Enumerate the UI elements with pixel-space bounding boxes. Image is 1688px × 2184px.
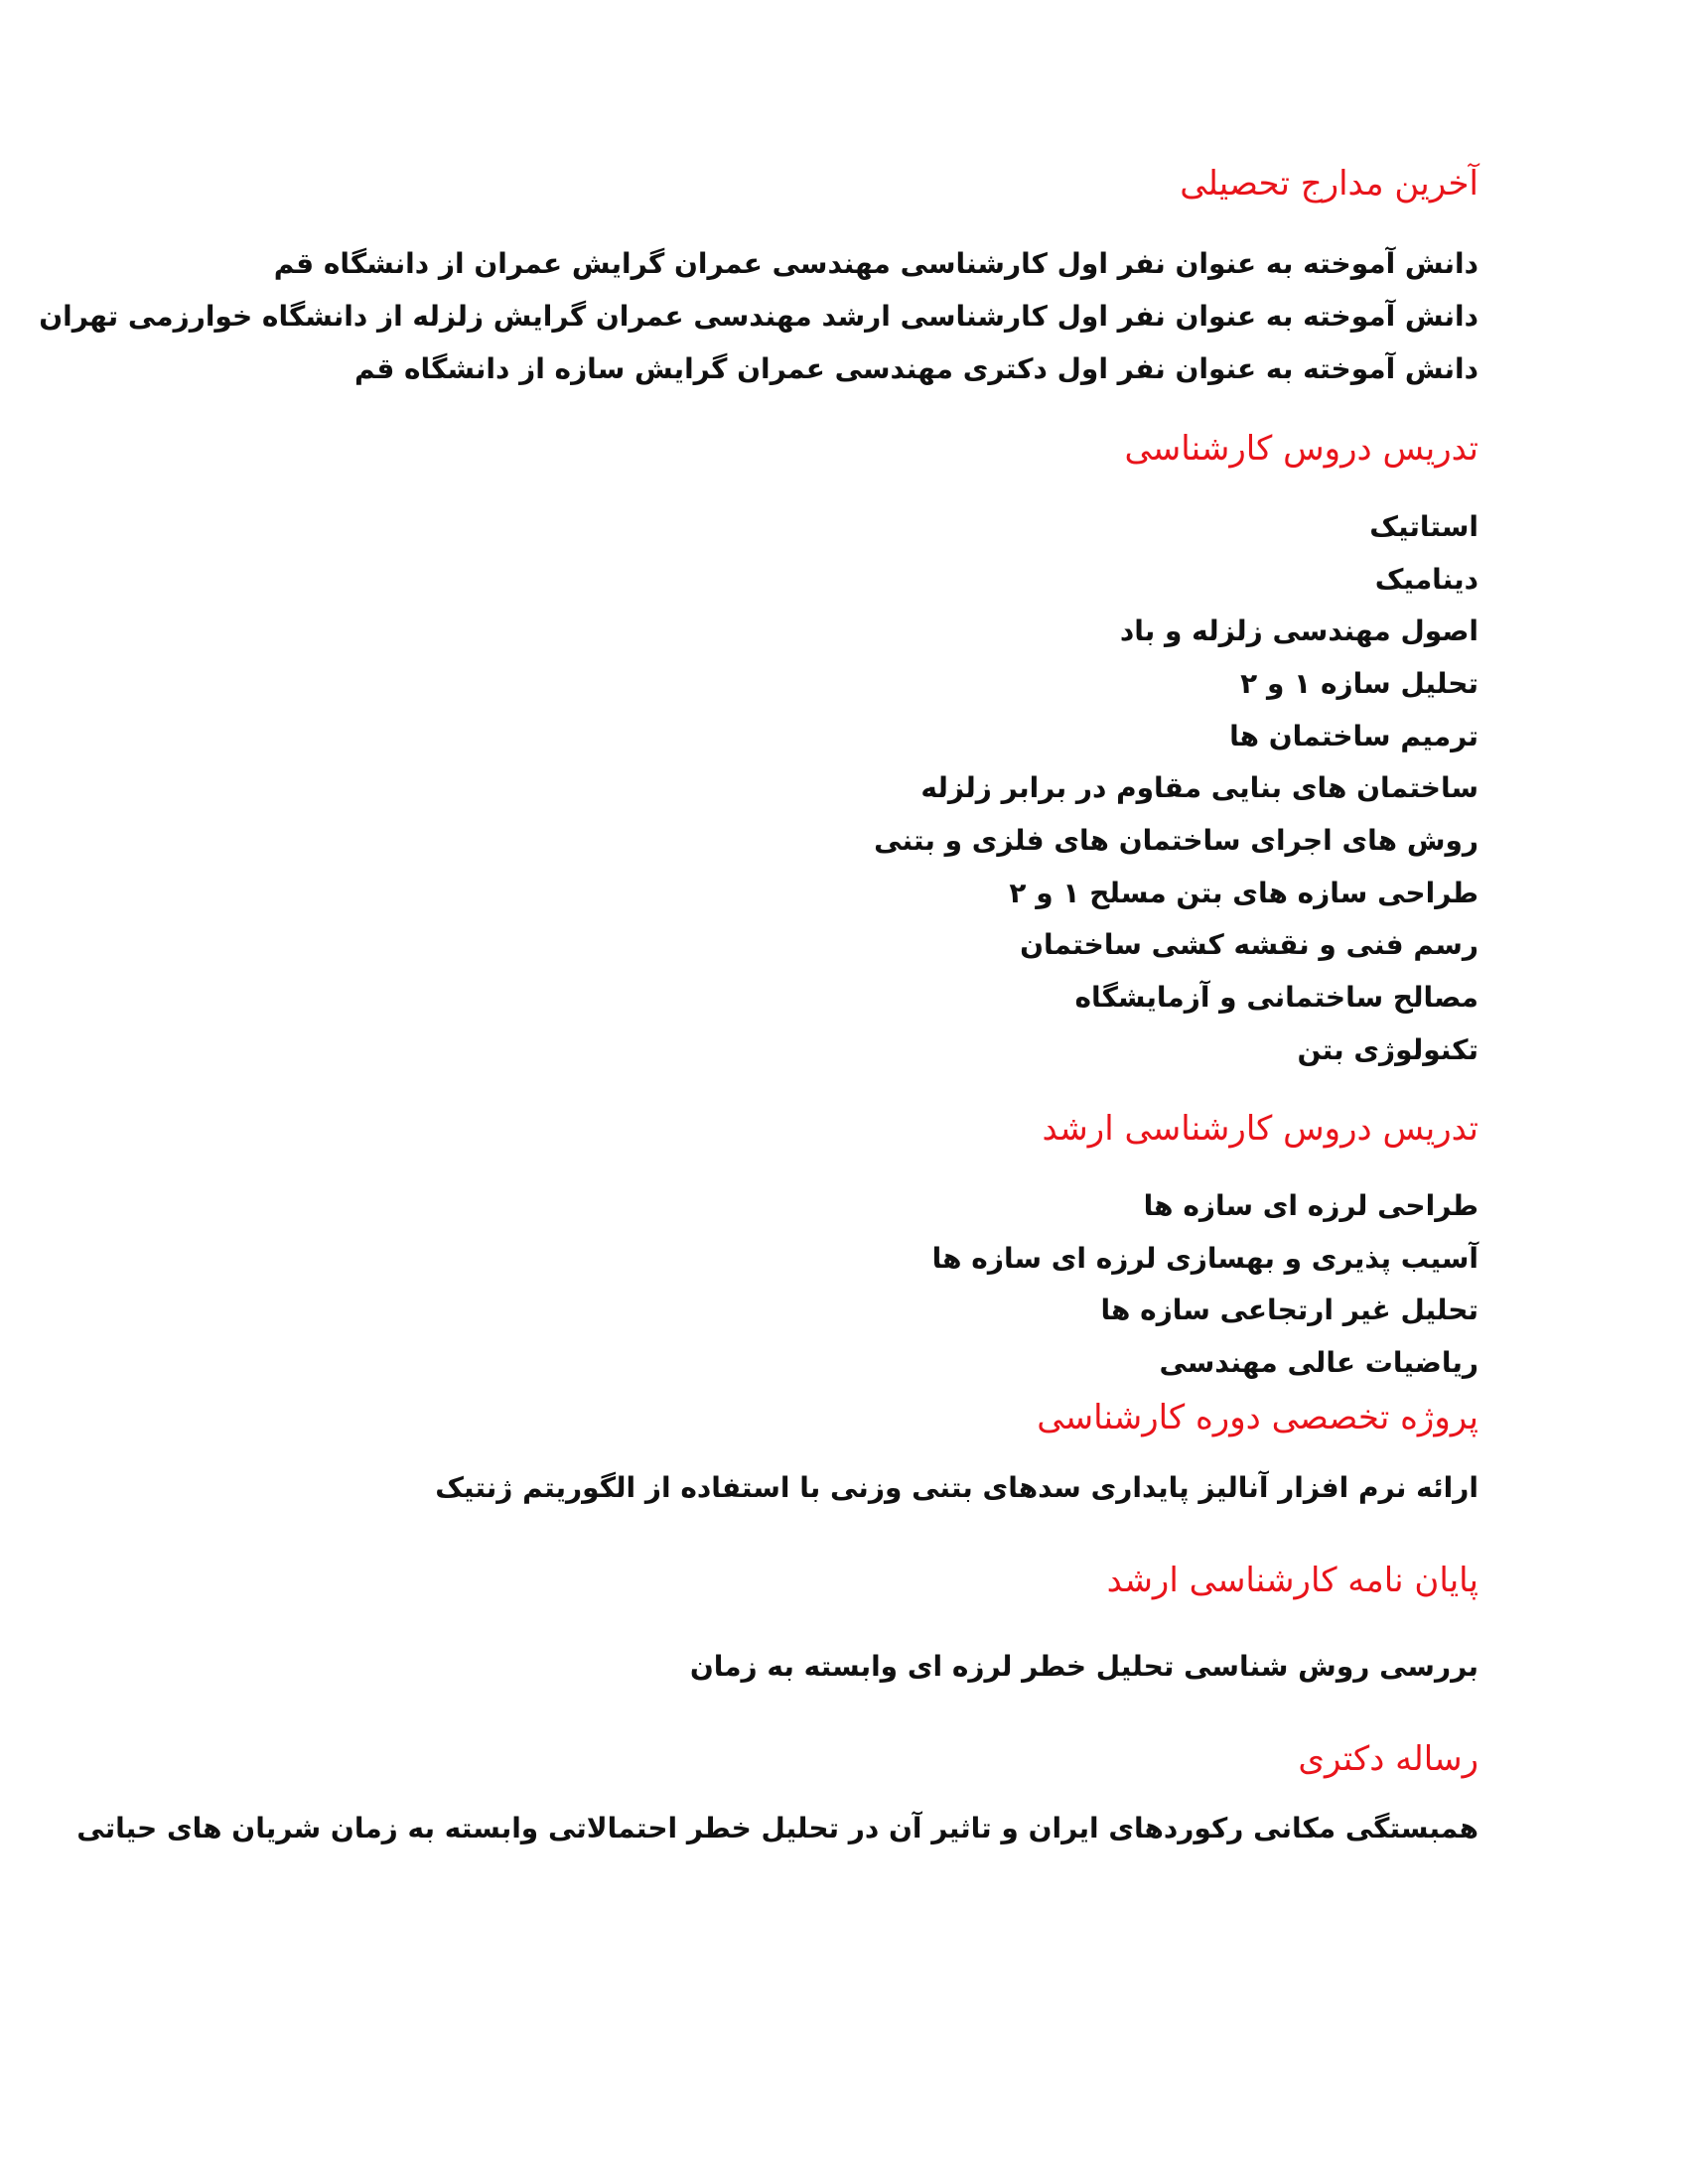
bachelor-course-item: روش های اجرای ساختمان های فلزی و بتنی bbox=[874, 824, 1478, 857]
bachelor-course-item: رسم فنی و نقشه کشی ساختمان bbox=[1020, 928, 1478, 961]
bachelor-course-item: طراحی سازه های بتن مسلح ۱ و ۲ bbox=[1009, 877, 1478, 909]
bachelor-course-item: مصالح ساختمانی و آزمایشگاه bbox=[1074, 981, 1478, 1014]
bachelor-course-item: استاتیک bbox=[1369, 510, 1478, 543]
phd-dissertation-heading: رساله دکتری bbox=[1298, 1739, 1478, 1779]
degree-item: دانش آموخته به عنوان نفر اول کارشناسی مهندسی عمران گرایش عمران از دانشگاه قم bbox=[273, 247, 1478, 280]
degree-item: دانش آموخته به عنوان نفر اول دکتری مهندسی عمران گرایش سازه از دانشگاه قم bbox=[353, 352, 1478, 385]
bachelor-course-item: تکنولوژی بتن bbox=[1297, 1033, 1478, 1066]
bachelor-courses-heading: تدریس دروس کارشناسی bbox=[1124, 429, 1478, 469]
master-course-item: تحلیل غیر ارتجاعی سازه ها bbox=[1100, 1294, 1478, 1326]
bachelor-course-item: تحلیل سازه ۱ و ۲ bbox=[1240, 667, 1478, 700]
master-thesis-heading: پایان نامه کارشناسی ارشد bbox=[1106, 1561, 1478, 1600]
bachelor-course-item: ترمیم ساختمان ها bbox=[1229, 720, 1478, 752]
phd-dissertation-text: همبستگی مکانی رکوردهای ایران و تاثیر آن در تحلیل خطر احتمالاتی وابسته به زمان شریان های حیاتی bbox=[76, 1812, 1478, 1844]
bachelor-project-heading: پروژه تخصصی دوره کارشناسی bbox=[1037, 1398, 1478, 1437]
master-course-item: آسیب پذیری و بهسازی لرزه ای سازه ها bbox=[931, 1242, 1478, 1275]
master-thesis-text: بررسی روش شناسی تحلیل خطر لرزه ای وابسته به زمان bbox=[689, 1650, 1478, 1683]
degrees-heading: آخرین مدارج تحصیلی bbox=[1180, 164, 1478, 204]
degree-item: دانش آموخته به عنوان نفر اول کارشناسی ارشد مهندسی عمران گرایش زلزله از دانشگاه خوارزمی تهران bbox=[39, 300, 1478, 333]
bachelor-course-item: دینامیک bbox=[1374, 563, 1478, 596]
bachelor-project-text: ارائه نرم افزار آنالیز پایداری سدهای بتنی وزنی با استفاده از الگوریتم ژنتیک bbox=[435, 1471, 1478, 1504]
bachelor-course-item: اصول مهندسی زلزله و باد bbox=[1119, 614, 1478, 647]
master-course-item: طراحی لرزه ای سازه ها bbox=[1143, 1189, 1478, 1222]
master-course-item: ریاضیات عالی مهندسی bbox=[1159, 1346, 1478, 1379]
master-courses-heading: تدریس دروس کارشناسی ارشد bbox=[1042, 1109, 1478, 1149]
bachelor-course-item: ساختمان های بنایی مقاوم در برابر زلزله bbox=[920, 771, 1478, 804]
